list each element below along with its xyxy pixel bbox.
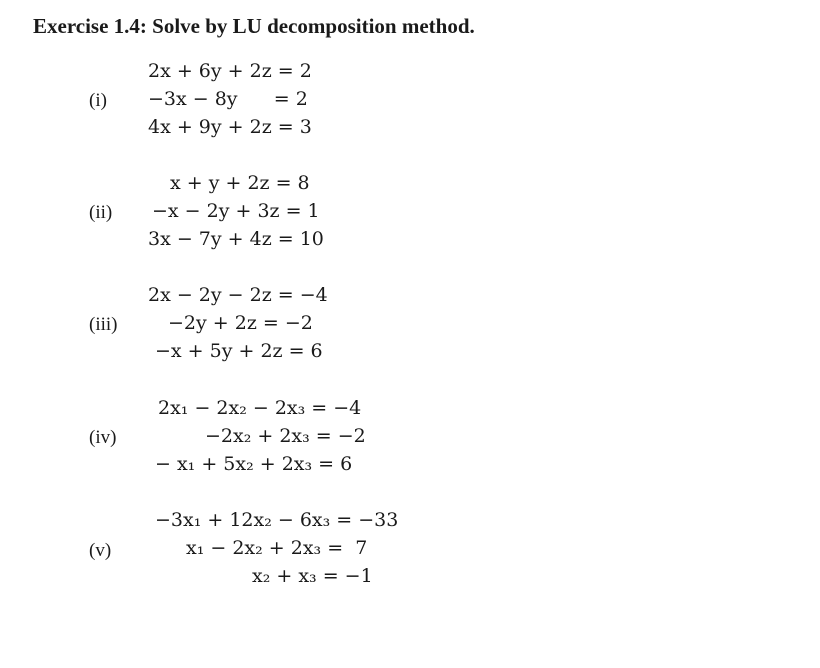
equation-i-2: −3x − 8y = 2 [148, 88, 308, 110]
equation-i-1: 2x + 6y + 2z = 2 [148, 60, 312, 82]
equation-i-3: 4x + 9y + 2z = 3 [148, 116, 312, 138]
exercise-label-ii: (ii) [89, 202, 113, 223]
equation-iv-2: −2x₂ + 2x₃ = −2 [205, 425, 366, 447]
equation-ii-2: −x − 2y + 3z = 1 [152, 200, 320, 222]
equation-iii-1: 2x − 2y − 2z = −4 [148, 284, 328, 306]
exercise-label-i: (i) [89, 90, 107, 111]
exercise-label-iii: (iii) [89, 314, 118, 335]
equation-ii-1: x + y + 2z = 8 [170, 172, 310, 194]
equation-ii-3: 3x − 7y + 4z = 10 [148, 228, 324, 250]
equation-v-1: −3x₁ + 12x₂ − 6x₃ = −33 [155, 509, 399, 531]
equation-v-3: x₂ + x₃ = −1 [252, 565, 373, 587]
exercise-label-v: (v) [89, 540, 112, 561]
equation-iii-2: −2y + 2z = −2 [168, 312, 313, 334]
equation-iv-1: 2x₁ − 2x₂ − 2x₃ = −4 [158, 397, 362, 419]
exercise-label-iv: (iv) [89, 427, 117, 448]
exercise-title: Exercise 1.4: Solve by LU decomposition method. [33, 14, 475, 38]
equation-iv-3: − x₁ + 5x₂ + 2x₃ = 6 [155, 453, 353, 475]
equation-v-2: x₁ − 2x₂ + 2x₃ = 7 [186, 537, 368, 559]
equation-iii-3: −x + 5y + 2z = 6 [155, 340, 323, 362]
